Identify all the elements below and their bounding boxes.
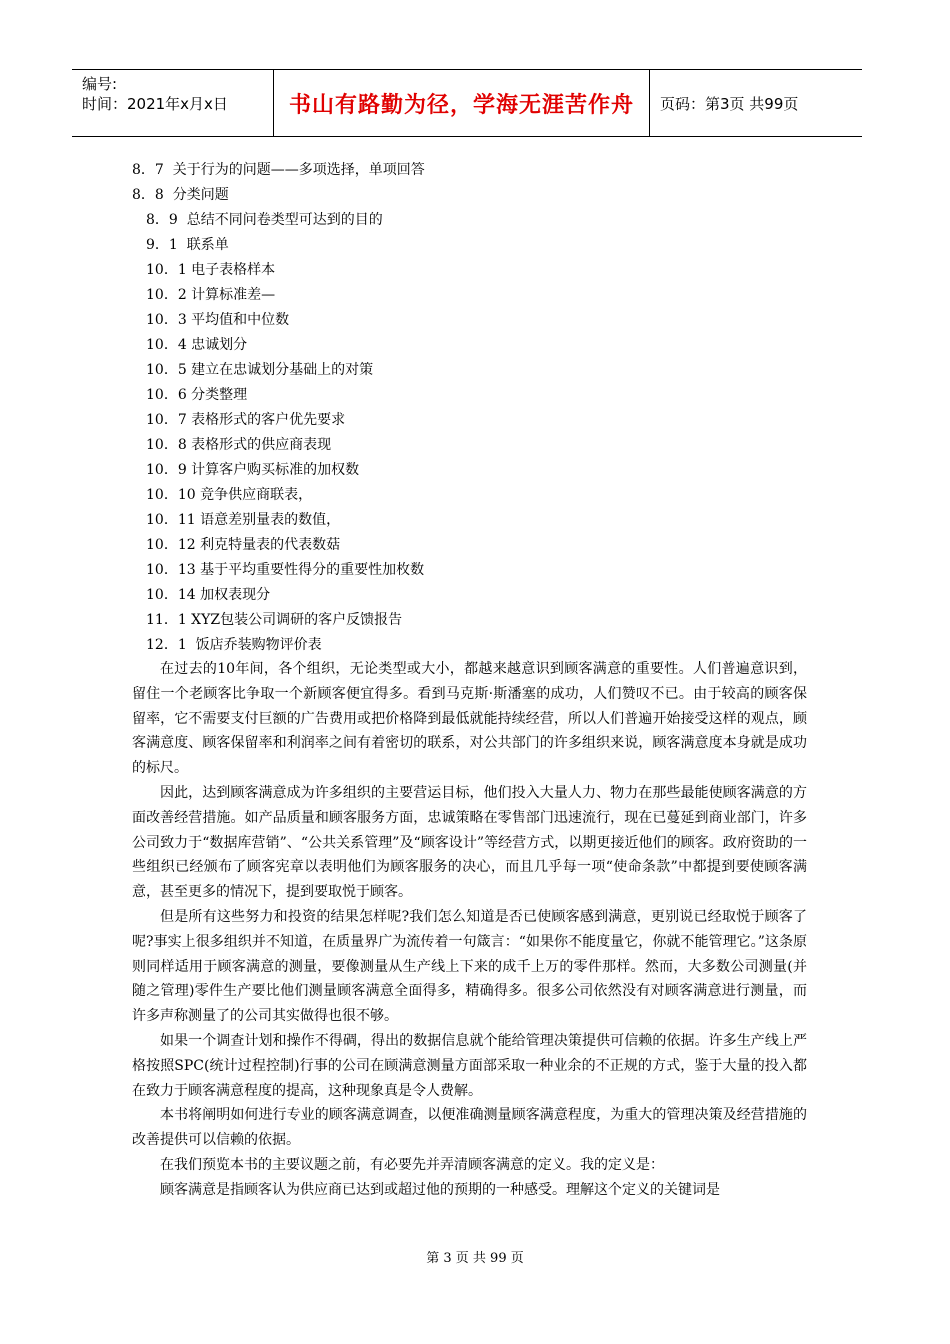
toc-item: 10．9 计算客户购买标准的加权数 [146,462,360,478]
toc-item: 12．1 饭店乔装购物评价表 [146,637,322,653]
header-meta [72,70,274,136]
toc-item: 10．11 语意差别量表的数值， [146,512,341,528]
toc-item: 10．5 建立在忠诚划分基础上的对策 [146,362,374,378]
toc-item: 8．7 关于行为的问题——多项选择，单项回答 [132,162,425,178]
toc-item: 10．14 加权表现分 [146,587,271,603]
toc-item: 9．1 联系单 [146,237,229,253]
toc-item: 10．6 分类整理 [146,387,248,403]
paragraph: 但是所有这些努力和投资的结果怎样呢?我们怎么知道是否已使顾客感到满意，更别说已经取悦于顾客了呢?事实上很多组织并不知道，在质量界广为流传着一句箴言：“如果你不能度量它，你就不能管理它。”这条原则同样适用于顾客满意的测量，要像测量从生产线上下来的成千上万的零件那样。然而，大多数公司测量(并随之管理)零件生产要比他们测量顾客满意全面得多，精确得多。很多公司依然没有对顾客满意进行测量，而许多声称测量了的公司其实做得也很不够。 [132,908,807,1025]
header-page-number: 页码：第3页 共99页 [660,94,799,113]
paragraph: 顾客满意是指顾客认为供应商已达到或超过他的预期的一种感受。理解这个定义的关键词是 [160,1181,720,1198]
page-header [72,69,862,137]
toc-item: 10．8 表格形式的供应商表现 [146,437,332,453]
toc-item: 10．2 计算标准差— [146,287,276,303]
page-footer: 第 3 页 共 99 页 [426,1251,524,1266]
toc-item: 10．10 竞争供应商联表， [146,487,313,503]
header-motto: 书山有路勤为径，学海无涯苦作舟 [274,70,650,136]
paragraph: 在过去的10年间，各个组织，无论类型或大小，都越来越意识到顾客满意的重要性。人们普遍意识到，留住一个老顾客比争取一个新顾客便宜得多。看到马克斯·斯潘塞的成功，人们赞叹不已。由于较高的顾客保留率，它不需要支付巨额的广告费用或把价格降到最低就能持续经营，所以人们普遍开始接受这样的观点，顾客满意度、顾客保留率和利润率之间有着密切的联系，对公共部门的许多组织来说，顾客满意度本身就是成功的标尺。 [132,661,807,777]
paragraph: 在我们预览本书的主要议题之前，有必要先并弄清顾客满意的定义。我的定义是： [160,1156,664,1173]
toc-item: 8．8 分类问题 [132,187,229,203]
paragraph: 本书将阐明如何进行专业的顾客满意调查，以便准确测量顾客满意程度，为重大的管理决策及经营措施的改善提供可以信赖的依据。 [132,1107,807,1149]
toc-item: 8．9 总结不同问卷类型可达到的目的 [146,212,383,228]
toc-item: 10．1 电子表格样本 [146,262,276,278]
document-number-label: 编号: [82,75,118,93]
toc-item: 10．4 忠诚划分 [146,337,248,353]
toc-item: 10．3 平均值和中位数 [146,312,290,328]
toc-item: 10．7 表格形式的客户优先要求 [146,412,346,428]
paragraph: 因此，达到顾客满意成为许多组织的主要营运目标，他们投入大量人力、物力在那些最能使顾客满意的方面改善经营措施。如产品质量和顾客服务方面，忠诚策略在零售部门迅速流行，现在已蔓延到商业部门，许多公司致力于“数据库营销”、“公共关系管理”及“顾客设计”等经营方式，以期更接近他们的顾客。政府资助的一些组织已经颁布了顾客宪章以表明他们为顾客服务的决心，而且几乎每一项“使命条款”中都提到要使顾客满意，甚至更多的情况下，提到要取悦于顾客。 [132,784,807,901]
toc-item: 10．13 基于平均重要性得分的重要性加枚数 [146,562,425,578]
toc-item: 11．1 XYZ包装公司调研的客户反馈报告 [146,612,403,628]
document-date: 时间：2021年x月x日 [82,95,228,113]
paragraph: 如果一个调查计划和操作不得碉，得出的数据信息就个能给管理决策提供可信赖的依据。许多生产线上严格按照SPC(统计过程控制)行事的公司在顾满意测量方面部采取一种业余的不正规的方式，鉴于大量的投入都在致力于顾客满意程度的提高，这种现象真是令人费解。 [132,1032,807,1099]
toc-item: 10．12 利克特量表的代表数菇 [146,537,341,553]
body-text [132,657,807,1203]
